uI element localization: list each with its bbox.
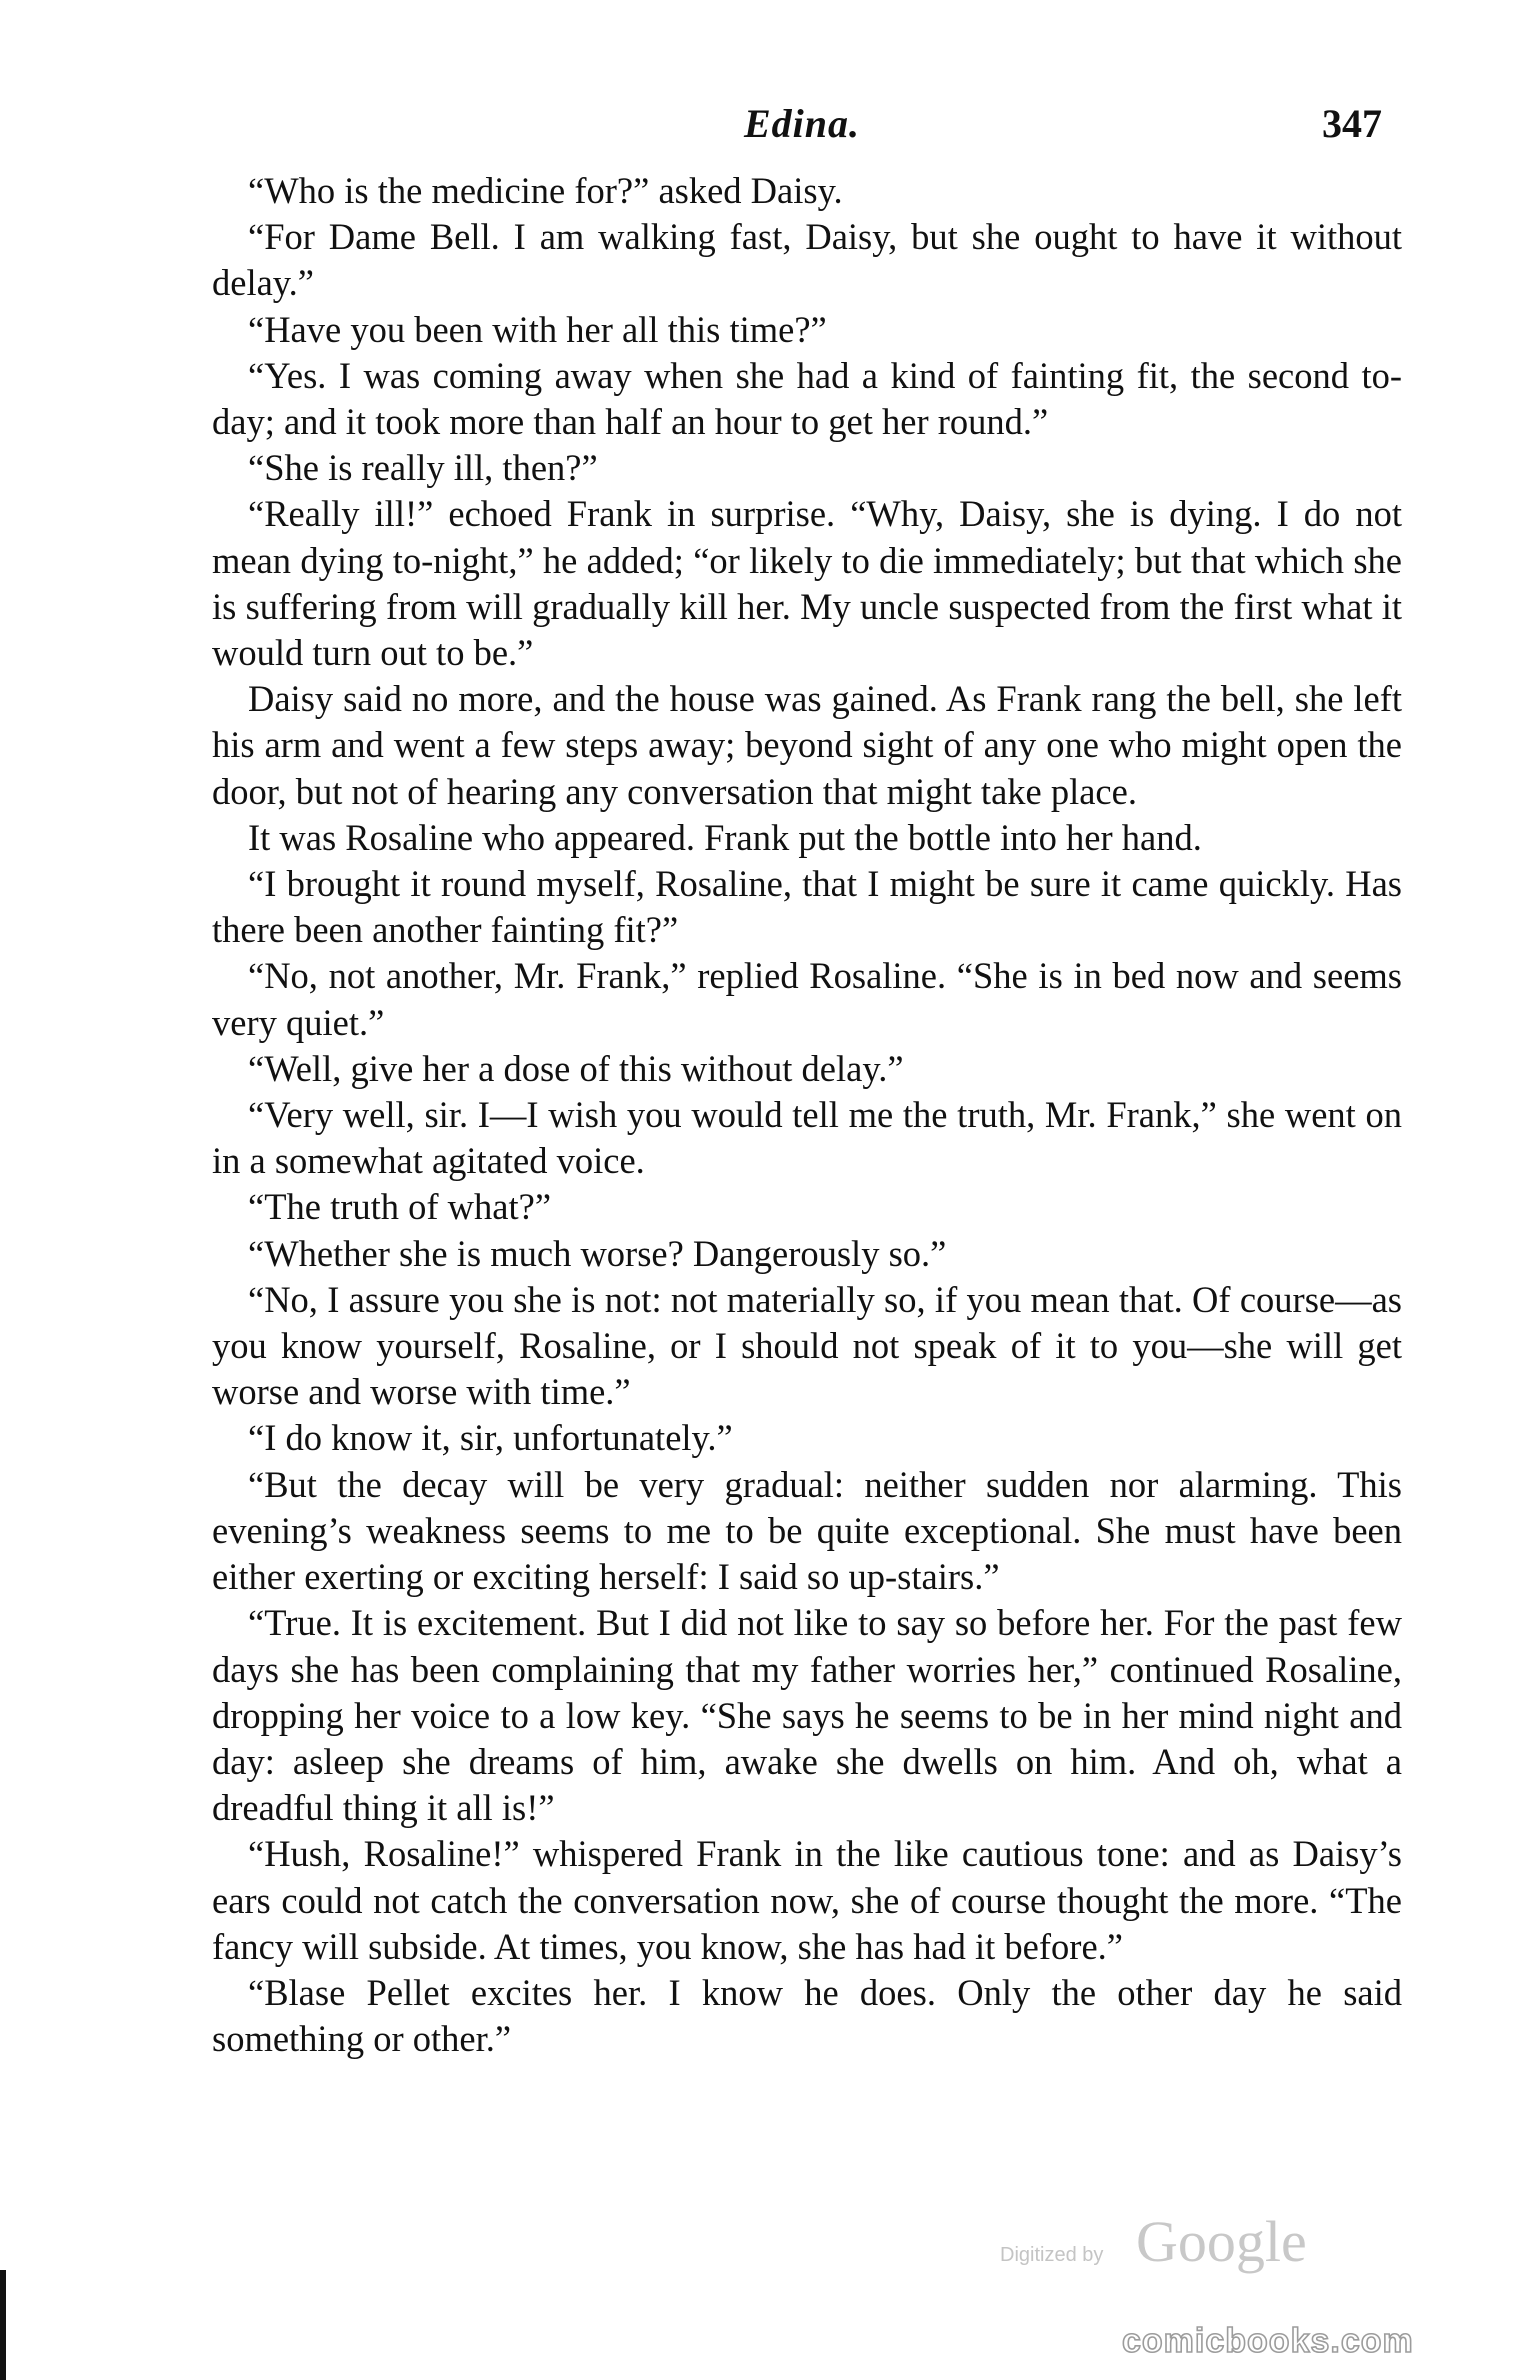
paragraph: “Who is the medicine for?” asked Daisy. [248, 170, 843, 211]
paragraph: It was Rosaline who appeared. Frank put the bottle into her hand. [248, 816, 1202, 858]
paragraph: “True. It is excitement. But I did not like to say so before her. For the past few days she has been complaining that my father worries her,” continued Rosaline, dropping her voice to a low key. “She says he seems to be in her mind night and day: asleep she dreams of him, awake she dwells on him. And oh, what a dreadful thing it all is!” [212, 1602, 1402, 1829]
running-title: Edina. [743, 101, 861, 146]
paragraph: “Hush, Rosaline!” whispered Frank in the like cautious tone: and as Daisy’s ears could not catch the conversation now, she of course thought the more. “The fancy will subside. At times, you know, she has had it before.” [212, 1833, 1402, 1967]
paragraph: “Very well, sir. I—I wish you would tell me the truth, Mr. Frank,” she went on in a somewhat agitated voice. [212, 1094, 1402, 1182]
body-text [212, 168, 1402, 2062]
paragraph: “I brought it round myself, Rosaline, that I might be sure it came quickly. Has there been another fainting fit?” [212, 863, 1402, 951]
paragraph: Daisy said no more, and the house was gained. As Frank rang the bell, she left his arm and went a few steps away; beyond sight of any one who might open the door, but not of hearing any conversation that might take place. [212, 678, 1402, 812]
google-logo: Google [1136, 2209, 1307, 2274]
paragraph: “No, I assure you she is not: not materially so, if you mean that. Of course—as you know yourself, Rosaline, or I should not speak of it to you—she will get worse and worse with time.” [212, 1278, 1402, 1413]
paragraph: “I do know it, sir, unfortunately.” [248, 1417, 733, 1459]
paragraph: “Yes. I was coming away when she had a kind of fainting fit, the second to-day; and it took more than half an hour to get her round.” [212, 354, 1402, 443]
paragraph: “Have you been with her all this time?” [248, 308, 827, 350]
page-number: 347 [1322, 101, 1382, 146]
paragraph: “Blase Pellet excites her. I know he does. Only the other day he said something or other.” [212, 1971, 1402, 2060]
digitized-by-google-mark [1000, 2208, 1400, 2278]
paragraph: “Really ill!” echoed Frank in surprise. “Why, Daisy, she is dying. I do not mean dying to-night,” he added; “or likely to die immediately; but that which she is suffering from will gradually kill her. My uncle suspected from the first what it would turn out to be.” [212, 493, 1402, 674]
scan-edge-mark [0, 2270, 6, 2380]
paragraph: “She is really ill, then?” [248, 447, 598, 489]
page-header [212, 100, 1392, 160]
digitized-label: Digitized by [1000, 2244, 1104, 2266]
paragraph: “No, not another, Mr. Frank,” replied Rosaline. “She is in bed now and seems very quiet.” [212, 955, 1402, 1043]
site-watermark: comicbooks.com [1122, 2322, 1414, 2360]
paragraph: “The truth of what?” [248, 1186, 552, 1228]
paragraph: “For Dame Bell. I am walking fast, Daisy, but she ought to have it without delay.” [212, 216, 1402, 304]
paragraph: “Well, give her a dose of this without delay.” [248, 1047, 904, 1089]
paragraph: “Whether she is much worse? Dangerously so.” [248, 1232, 947, 1274]
paragraph: “But the decay will be very gradual: neither sudden nor alarming. This evening’s weakness seems to me to be quite exceptional. She must have been either exerting or exciting herself: I said so up-stairs.” [212, 1463, 1402, 1598]
